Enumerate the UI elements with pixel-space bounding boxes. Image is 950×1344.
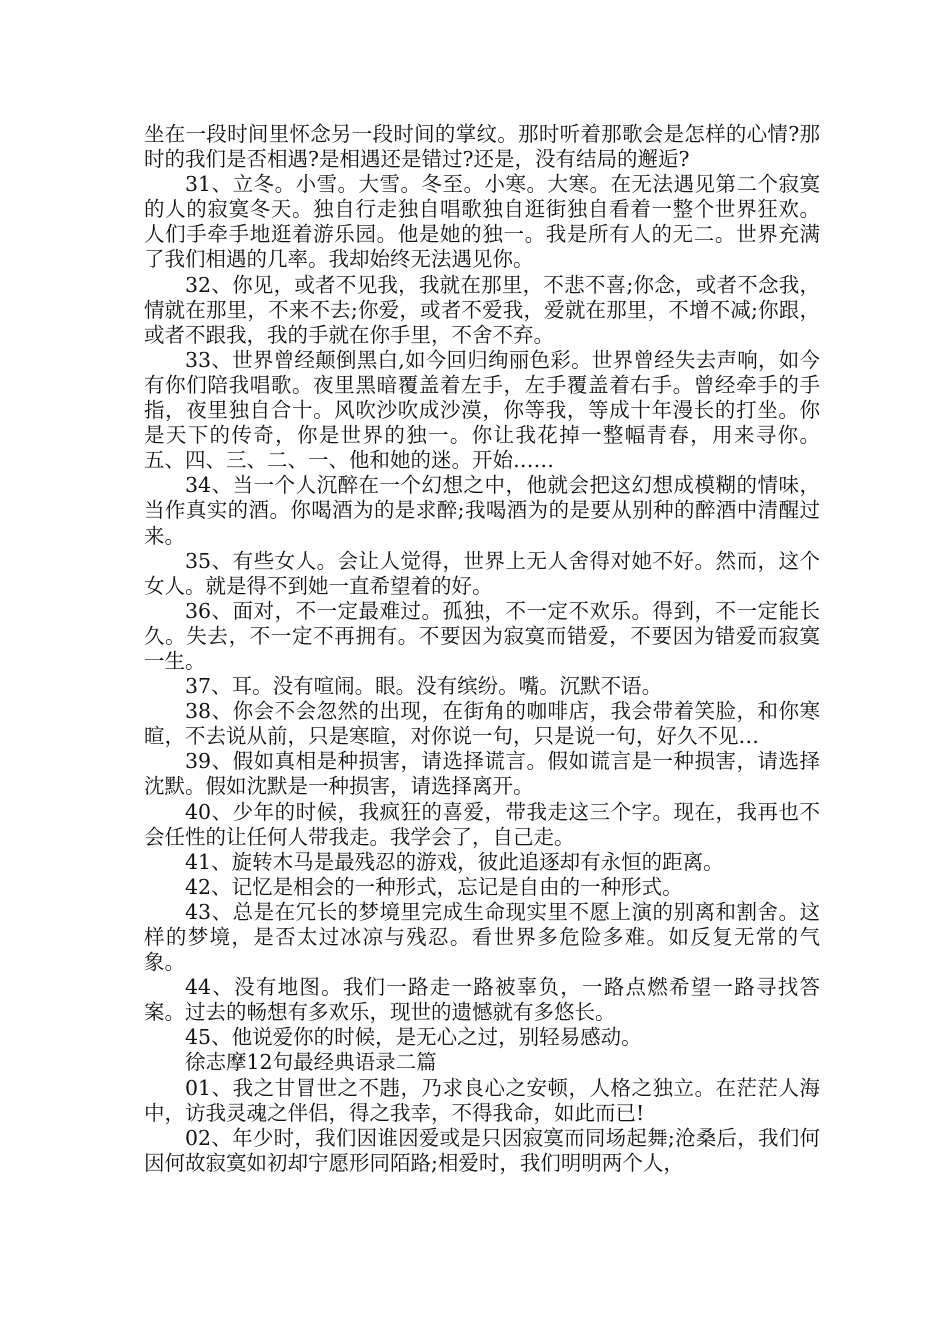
paragraph-39: 39、假如真相是种损害，请选择谎言。假如谎言是一种损害，请选择沈默。假如沈默是一种损害，请选择离开。: [144, 749, 820, 799]
paragraph-02: 02、年少时，我们因谁因爱或是只因寂寞而同场起舞;沧桑后，我们何因何故寂寞如初却宁愿形同陌路;相爱时，我们明明两个人，: [144, 1125, 820, 1175]
paragraph-34: 34、当一个人沉醉在一个幻想之中，他就会把这幻想成模糊的情味，当作真实的酒。你喝酒为的是求醉;我喝酒为的是要从别种的醉酒中清醒过来。: [144, 473, 820, 548]
paragraph-35: 35、有些女人。会让人觉得，世界上无人舍得对她不好。然而，这个女人。就是得不到她一直希望着的好。: [144, 548, 820, 598]
paragraph-42: 42、记忆是相会的一种形式，忘记是自由的一种形式。: [185, 874, 683, 899]
paragraph-40: 40、少年的时候，我疯狂的喜爱，带我走这三个字。现在，我再也不会任性的让任何人带我走。我学会了，自己走。: [144, 799, 820, 849]
paragraph-32: 32、你见，或者不见我，我就在那里，不悲不喜;你念，或者不念我，情就在那里，不来不去;你爱，或者不爱我，爱就在那里，不增不减;你跟，或者不跟我，我的手就在你手里，不舍不弃。: [144, 272, 820, 347]
paragraph-01: 01、我之甘冒世之不韪，乃求良心之安顿，人格之独立。在茫茫人海中，访我灵魂之伴侣，得之我幸，不得我命，如此而已!: [144, 1075, 820, 1125]
document-page: [144, 122, 820, 1176]
paragraph-36: 36、面对，不一定最难过。孤独，不一定不欢乐。得到，不一定能长久。失去，不一定不再拥有。不要因为寂寞而错爱，不要因为错爱而寂寞一生。: [144, 598, 820, 673]
paragraph-30-continued: 坐在一段时间里怀念另一段时间的掌纹。那时听着那歌会是怎样的心情?那时的我们是否相遇?是相遇还是错过?还是，没有结局的邂逅?: [144, 122, 820, 172]
paragraph-41: 41、旋转木马是最残忍的游戏，彼此追逐却有永恒的距离。: [185, 849, 724, 874]
paragraph-33: 33、世界曾经颠倒黑白,如今回归绚丽色彩。世界曾经失去声响，如今有你们陪我唱歌。夜里黑暗覆盖着左手，左手覆盖着右手。曾经牵手的手指，夜里独自合十。风吹沙吹成沙漠，你等我，等成十年漫长的打坐。你是天下的传奇，你是世界的独一。你让我花掉一整幅青春，用来寻你。五、四、三、二、一、他和她的迷。开始……: [144, 347, 820, 473]
paragraph-31: 31、立冬。小雪。大雪。冬至。小寒。大寒。在无法遇见第二个寂寞的人的寂寞冬天。独自行走独自唱歌独自逛街独自看着一整个世界狂欢。人们手牵手地逛着游乐园。他是她的独一。我是所有人的无二。世界充满了我们相遇的几率。我却始终无法遇见你。: [144, 172, 820, 272]
paragraph-37: 37、耳。没有喧闹。眼。没有缤纷。嘴。沉默不语。: [185, 674, 663, 699]
paragraph-44: 44、没有地图。我们一路走一路被辜负，一路点燃希望一路寻找答案。过去的畅想有多欢乐，现世的遗憾就有多悠长。: [144, 975, 820, 1025]
paragraph-45: 45、他说爱你的时候，是无心之过，别轻易感动。: [185, 1025, 642, 1050]
section-heading: 徐志摩12句最经典语录二篇: [185, 1050, 437, 1075]
paragraph-38: 38、你会不会忽然的出现，在街角的咖啡店，我会带着笑脸，和你寒暄，不去说从前，只是寒暄，对你说一句，只是说一句，好久不见…: [144, 699, 820, 749]
paragraph-43: 43、总是在冗长的梦境里完成生命现实里不愿上演的别离和割舍。这样的梦境，是否太过冰凉与残忍。看世界多危险多难。如反复无常的气象。: [144, 899, 820, 975]
